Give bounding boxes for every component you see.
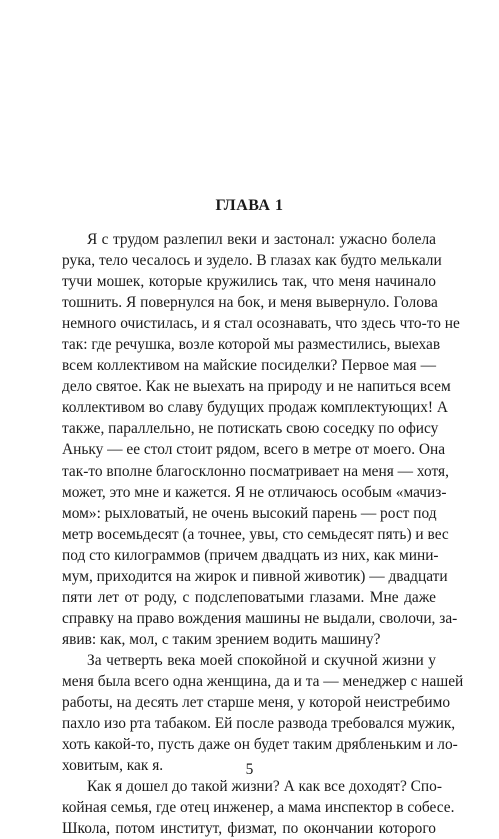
text-line: За четверть века моей спокойной и скучной жизни у bbox=[87, 651, 436, 669]
text-line: Школа, потом институт, физмат, по окончании которого bbox=[62, 820, 436, 838]
text-line: меня была всего одна женщина, да и та — менеджер с нашей bbox=[62, 672, 464, 690]
text-line: явив: как, мол, с таким зрением водить машину? bbox=[62, 630, 381, 648]
text-line: Я с трудом разлепил веки и застонал: ужасно болела bbox=[87, 231, 436, 248]
text-line: койная семья, где отец инженер, а мама инспектор в собесе. bbox=[62, 799, 455, 817]
text-line: хоть какой-то, пусть даже он будет таким дрябленьким и ло- bbox=[62, 736, 458, 754]
text-line: дело святое. Как не выехать на природу и не напиться всем bbox=[62, 378, 451, 396]
text-line: также, параллельно, не потискать свою соседку по офису bbox=[62, 420, 439, 438]
chapter-text bbox=[62, 229, 464, 839]
text-line: тучи мошек, которые кружились так, что меня начинало bbox=[62, 273, 436, 291]
paragraph bbox=[62, 776, 455, 839]
text-line: ховитым, как я. bbox=[62, 757, 164, 775]
text-line: рука, тело чесалось и зудело. В глазах как будто мелькали bbox=[62, 252, 442, 270]
text-line: метр восемьдесят (а точнее, увы, сто семьдесят пять) и вес bbox=[62, 525, 449, 543]
paragraph bbox=[62, 229, 460, 650]
text-line: мом»: рыхловатый, не очень высокий парень — рост под bbox=[62, 504, 437, 522]
text-line: немного очистилась, и я стал осознавать, что здесь что-то не bbox=[62, 315, 460, 333]
page-number: 5 bbox=[245, 761, 254, 778]
text-line: мум, приходится на жирок и пивной животик) — двадцати bbox=[62, 567, 448, 585]
text-line: пяти лет от роду, с подслеповатыми глазами. Мне даже bbox=[62, 588, 436, 606]
text-line: так: где речушка, возле которой мы разместились, выехав bbox=[62, 336, 441, 354]
text-line: Аньку — ее стол стоит рядом, всего в метре от моего. Она bbox=[62, 441, 446, 459]
text-line: справку на право вождения машины не выдали, сволочи, за- bbox=[62, 609, 458, 627]
text-line: всем коллективом на майские посиделки? Первое мая — bbox=[62, 357, 436, 375]
text-line: может, это мне и кажется. Я не отличаюсь особым «мачиз- bbox=[62, 483, 447, 501]
text-line: Как я дошел до такой жизни? А как все доходят? Спо- bbox=[87, 778, 442, 796]
text-line: пахло изо рта табаком. Ей после развода требовался мужик, bbox=[62, 715, 456, 733]
chapter-title: ГЛАВА 1 bbox=[215, 197, 284, 214]
text-line: коллективом во славу будущих продаж комплектующих! А bbox=[62, 399, 448, 417]
text-line: работы, на десять лет старше меня, у которой неистребимо bbox=[62, 694, 451, 712]
text-line: тошнить. Я повернулся на бок, и меня вывернуло. Голова bbox=[62, 294, 438, 312]
paragraph bbox=[62, 650, 464, 776]
text-line: так-то вполне благосклонно посматривает на меня — хотя, bbox=[62, 462, 449, 480]
text-line: под сто килограммов (причем двадцать из них, как мини- bbox=[62, 546, 439, 564]
